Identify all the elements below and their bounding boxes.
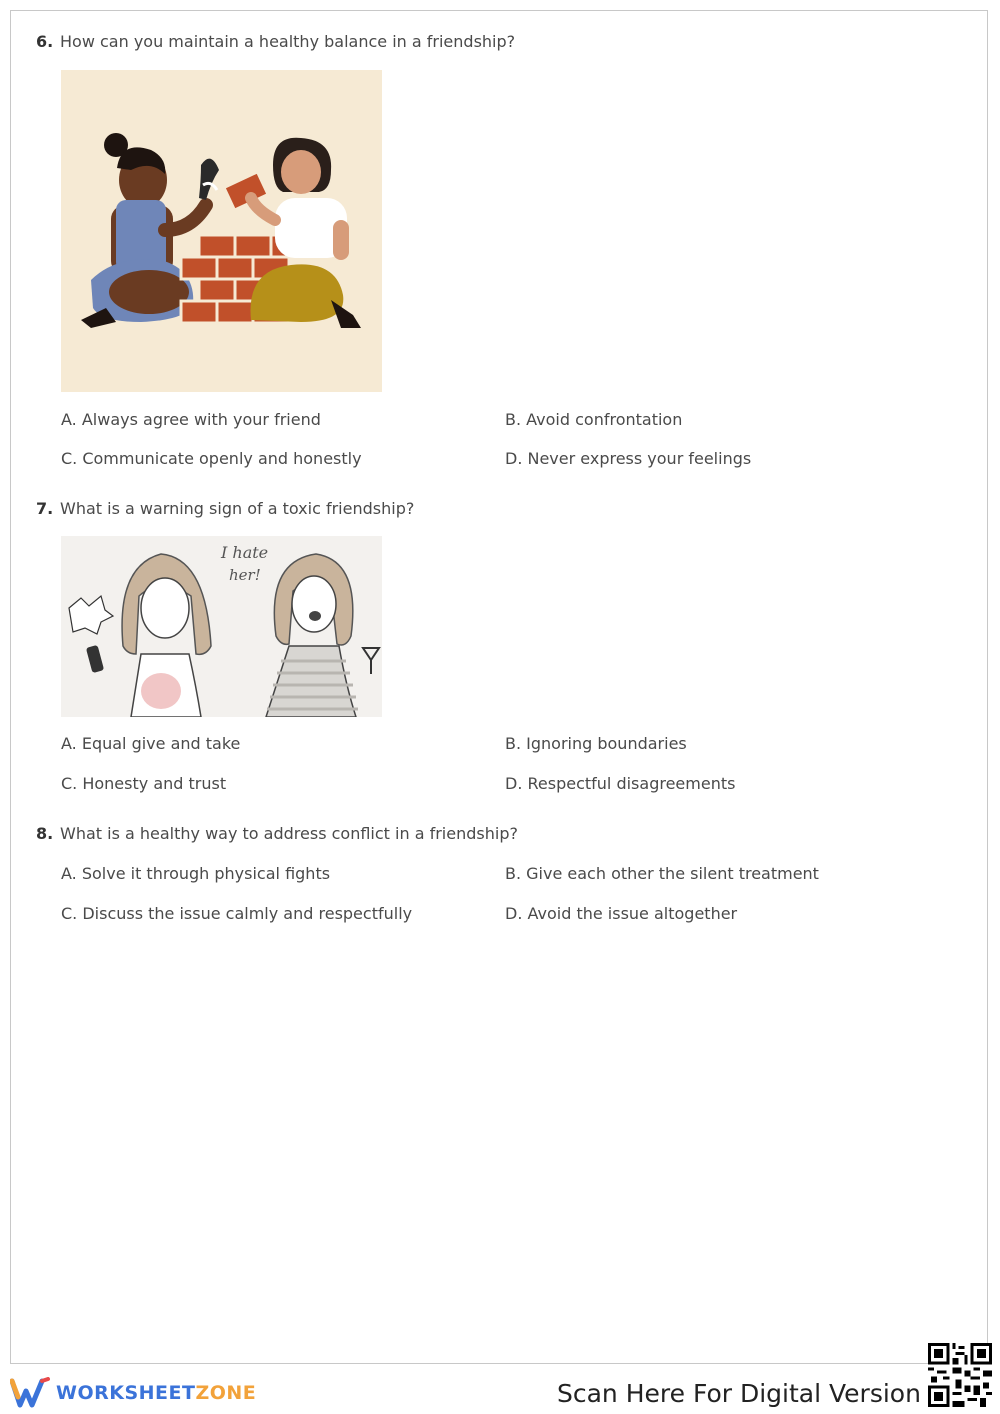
option-6d[interactable]: D. Never express your feelings: [505, 449, 752, 468]
option-7d[interactable]: D. Respectful disagreements: [505, 774, 736, 793]
option-8d[interactable]: D. Avoid the issue altogether: [505, 904, 738, 923]
option-7b[interactable]: B. Ignoring boundaries: [505, 734, 687, 753]
option-8c[interactable]: C. Discuss the issue calmly and respectfully: [61, 904, 413, 923]
brand-name: WORKSHEETZONE: [56, 1382, 257, 1404]
question-text: What is a warning sign of a toxic friendship?: [60, 499, 415, 518]
speech-text-line2: her!: [229, 566, 261, 584]
scan-instruction: Scan Here For Digital Version: [557, 1379, 921, 1408]
option-6a[interactable]: A. Always agree with your friend: [61, 410, 321, 429]
question-8: [36, 824, 518, 843]
option-7a[interactable]: A. Equal give and take: [61, 734, 241, 753]
option-8a[interactable]: A. Solve it through physical fights: [61, 864, 331, 883]
worksheetzone-logo-icon: [10, 1377, 50, 1409]
option-8b[interactable]: B. Give each other the silent treatment: [505, 864, 819, 883]
speech-text-line1: I hate: [221, 543, 269, 562]
toxic-friendship-illustration: [61, 536, 382, 717]
option-6c[interactable]: C. Communicate openly and honestly: [61, 449, 362, 468]
question-number: 7.: [36, 499, 54, 518]
question-text: How can you maintain a healthy balance in a friendship?: [60, 32, 516, 51]
question-text: What is a healthy way to address conflict in a friendship?: [60, 824, 518, 843]
question-6: [36, 32, 515, 51]
question-number: 8.: [36, 824, 54, 843]
option-7c[interactable]: C. Honesty and trust: [61, 774, 227, 793]
option-6b[interactable]: B. Avoid confrontation: [505, 410, 683, 429]
question-7: [36, 499, 414, 518]
qr-code-icon[interactable]: [928, 1343, 992, 1407]
worksheetzone-logo[interactable]: [10, 1376, 256, 1410]
question-number: 6.: [36, 32, 54, 51]
friendship-balance-illustration: [61, 70, 382, 392]
